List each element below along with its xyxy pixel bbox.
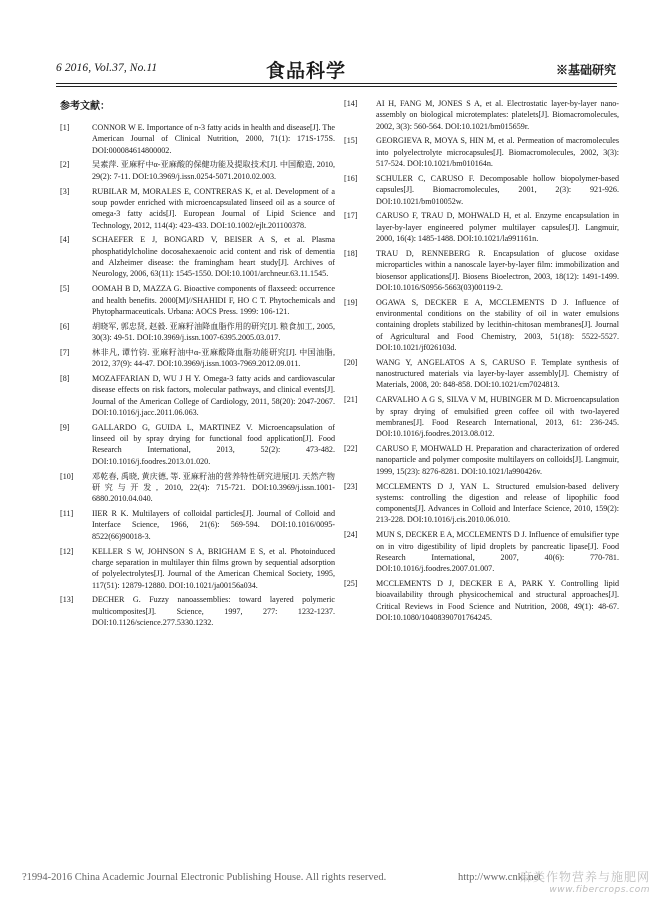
reference-text: OOMAH B D, MAZZA G. Bioactive components of flaxseed: occurrence and health benefits. 2000[M]//SHAHIDI F, HO C T. Phytochemicals and Phytopharmaceuticals. Urbana: AOCS Press. 1999: 106-121. — [92, 284, 335, 316]
reference-item — [60, 347, 335, 370]
reference-text: DECHER G. Fuzzy nanoassemblies: toward layered polymeric multicomposites[J]. Science, 1997, 277: 1232-1237. DOI:10.1126/science.277.5330.1232. — [92, 595, 335, 627]
reference-text: MCCLEMENTS D J, YAN L. Structured emulsion-based delivery systems: controlling the digestion and release of lipophilic food components[J]. Advances in Colloid and Interface Science, 2010, 159(2): 213-228. DOI:10.1016/j.cis.2010.06.010. — [376, 481, 619, 525]
reference-item — [344, 481, 619, 526]
reference-item — [60, 594, 335, 628]
reference-number: [14] — [344, 99, 358, 108]
reference-item — [344, 357, 619, 391]
reference-item — [60, 234, 335, 279]
reference-item — [60, 422, 335, 467]
copyright-text: ?1994-2016 China Academic Journal Electronic Publishing House. All rights reserved. — [22, 872, 387, 883]
reference-number: [5] — [60, 284, 70, 294]
reference-text: RUBILAR M, MORALES E, CONTRERAS K, et al. Development of a soup powder enriched with microencapsulated linseed oil as a source of omega-3 fatty acids[J]. European Journal of Lipid Science and Technology, 2012, 114(4): 423-433. DOI:10.1002/ejlt.201100378. — [92, 186, 335, 230]
reference-number: [25] — [344, 579, 358, 589]
reference-text: GALLARDO G, GUIDA L, MARTINEZ V. Microencapsulation of linseed oil by spray drying for functional food application[J]. Food Research International, 2013, 52(2): 473-482. DOI:10.1016/j.foodres.2013.01.020. — [92, 422, 335, 466]
reference-number: [2] — [60, 160, 70, 170]
reference-item — [60, 546, 335, 591]
reference-text: CARUSO F, TRAU D, MOHWALD H, et al. Enzyme encapsulation in layer-by-layer engineered polymer multilayer capsules[J]. Langmuir, 2000, 16(4): 1485-1488. DOI:10.1021/la991161n. — [376, 211, 619, 244]
reference-item — [60, 373, 335, 418]
header-rule — [56, 83, 617, 84]
reference-item — [60, 186, 335, 231]
cnki-link[interactable]: http://www.cnki.net — [458, 872, 542, 883]
reference-text: CARVALHO A G S, SILVA V M, HUBINGER M D. Microencapsulation by spray drying of emulsified green coffee oil with two-layered membranes[J]. Food Research International, 2013, 61: 236-245. DOI:10.1016/j.foodres.2013.08.012. — [376, 395, 619, 439]
reference-item — [60, 321, 335, 344]
reference-item — [344, 248, 619, 293]
reference-number: [6] — [60, 321, 70, 331]
reference-item — [344, 578, 619, 623]
reference-text: MUN S, DECKER E A, MCCLEMENTS D J. Influence of emulsifier type on in vitro digestibility of lipid droplets by pancreatic lipase[J]. Food Research International, 2007, 40(6): 770-781. DOI:10.1016/j.foodres.2007.01.007. — [376, 530, 619, 574]
reference-text: IIER R K. Multilayers of colloidal particles[J]. Journal of Colloid and Interface Science, 1966, 21(6): 569-594. DOI:10.1016/0095-8522(66)90018-3. — [92, 509, 335, 541]
reference-text: CARUSO F, MOHWALD H. Preparation and characterization of ordered nanoparticle and polymer composite multilayers on colloids[J]. Langmuir, 1999, 15(23): 8276-8281. DOI:10.1021/la990426v. — [376, 444, 619, 476]
reference-number: [23] — [344, 481, 358, 491]
reference-text: SCHULER C, CARUSO F. Decomposable hollow biopolymer-based capsules[J]. Biomacromolecules, 2001, 2(3): 921-926. DOI:10.1021/bm010052w. — [376, 173, 619, 206]
reference-number: [7] — [60, 347, 70, 357]
reference-number: [8] — [60, 374, 70, 384]
reference-item — [344, 443, 619, 477]
reference-item — [60, 122, 335, 156]
reference-text: 吴素萍. 亚麻籽中α-亚麻酸的保健功能及提取技术[J]. 中国酿造, 2010, 29(2): 7-11. DOI:10.3969/j.issn.0254-5071.2010.02.003. — [92, 160, 335, 181]
reference-item — [60, 159, 335, 182]
journal-logo-title: 食品科学 — [266, 60, 347, 82]
journal-citation: 6 2016, Vol.37, No.11 — [56, 62, 158, 74]
reference-number: [20] — [344, 357, 358, 367]
reference-item — [344, 297, 619, 353]
reference-number: [10] — [60, 471, 74, 481]
reference-text: 胡晓军, 郭忠贤, 赵毅. 亚麻籽油降血脂作用的研究[J]. 粮食加工, 2005, 30(3): 49-51. DOI:10.3969/j.issn.1007-6395.2005.03.017. — [92, 321, 335, 343]
reference-text: WANG Y, ANGELATOS A S, CARUSO F. Template synthesis of nanostructured materials via layer-by-layer assembly[J]. Chemistry of Materials, 2008, 20: 848-858. DOI:10.1021/cm7024813. — [376, 357, 619, 390]
page-footer — [22, 870, 652, 895]
reference-text: 林非凡, 谭竹钧. 亚麻籽油中α-亚麻酸降血脂功能研究[J]. 中国油脂, 2012, 37(9): 44-47. DOI:10.3969/j.issn.1003-7969.2012.09.011. — [92, 347, 335, 369]
reference-text: OGAWA S, DECKER E A, MCCLEMENTS D J. Influence of environmental conditions on the stability of oil in water emulsions containing droplets stabilized by lecithin-chitosan membranes[J]. Journal of Agricultural and Food Chemistry, 2003, 51(18): 5522-5527. DOI:10.1021/jf026103d. — [376, 297, 619, 352]
reference-number: [24] — [344, 530, 358, 540]
reference-item — [60, 283, 335, 317]
reference-number: [4] — [60, 235, 70, 245]
watermark-text: 麻类作物营养与施肥网 — [519, 870, 650, 884]
reference-text: GEORGIEVA R, MOYA S, HIN M, et al. Permeation of macromolecules into polyelectrolyte microcapsules[J]. Biomacromolecules, 2002, 3(3): 517-524. DOI:10.1021/bm010164n. — [376, 136, 619, 169]
watermark — [520, 868, 650, 895]
reference-item — [60, 471, 335, 505]
references-left-column — [60, 122, 335, 632]
reference-number: [18] — [344, 248, 358, 258]
reference-text: CONNOR W E. Importance of n-3 fatty acids in health and disease[J]. The American Journal of Clinical Nutrition, 2000, 71(1): 171S-175S. DOI:000084614800002. — [92, 123, 335, 155]
reference-item — [344, 173, 619, 207]
section-label: ※基础研究 — [555, 63, 616, 77]
reference-item — [344, 394, 619, 439]
reference-number: [15] — [344, 136, 358, 146]
reference-item — [344, 529, 619, 574]
reference-item — [344, 98, 619, 132]
references-heading: 参考文献： — [60, 101, 110, 112]
reference-text: AI H, FANG M, JONES S A, et al. Electrostatic layer-by-layer nano-assembly on biological microtemplates: platelets[J]. Biomacromolecules, 2002, 3(3): 560-564. DOI:10.1021/bm015659r. — [376, 99, 619, 131]
reference-number: [16] — [344, 173, 358, 183]
reference-item — [344, 135, 619, 169]
reference-number: [9] — [60, 422, 70, 432]
watermark-url: www.fibercrops.com — [549, 885, 650, 895]
reference-text: SCHAEFER E J, BONGARD V, BEISER A S, et al. Plasma phosphatidylcholine docosahexaenoic acid content and risk of dementia and Alzheimer disease: the framingham heart study[J]. Archives of Neurology, 2006, 63(11): 1545-1550. DOI:10.1001/archneur.63.11.1545. — [92, 235, 335, 279]
page-header — [56, 58, 616, 82]
reference-text: 邓乾春, 禹晓, 黄庆德, 等. 亚麻籽油的营养特性研究进展[J]. 天然产物研究与开发, 2010, 22(4): 715-721. DOI:10.3969/j.issn.1001-6880.2010.04.040. — [92, 471, 335, 504]
reference-number: [21] — [344, 395, 358, 405]
reference-number: [1] — [60, 123, 70, 132]
reference-item — [60, 508, 335, 542]
reference-number: [12] — [60, 546, 74, 556]
reference-text: KELLER S W, JOHNSON S A, BRIGHAM E S, et al. Photoinduced charge separation in multilayer thin films grown by sequential adsorption of polyelectrolytes[J]. Journal of the American Chemical Society, 1995, 117(51): 12879-12880. DOI:10.1021/ja00156a034. — [92, 546, 335, 590]
reference-number: [11] — [60, 509, 74, 519]
reference-text: MCCLEMENTS D J, DECKER E A, PARK Y. Controlling lipid bioavailability through physicochemical and structural approaches[J]. Critical Reviews in Food Science and Nutrition, 2008, 49(1): 48-67. DOI:10.1080/10408390701764245. — [376, 579, 619, 622]
header-rule-thin — [56, 86, 617, 87]
reference-number: [19] — [344, 297, 358, 307]
reference-item — [344, 210, 619, 244]
reference-number: [13] — [60, 595, 74, 605]
references-right-column — [344, 98, 619, 627]
reference-number: [22] — [344, 444, 358, 454]
reference-number: [3] — [60, 186, 70, 196]
reference-text: MOZAFFARIAN D, WU J H Y. Omega-3 fatty acids and cardiovascular disease effects on risk factors, molecular pathways, and clinical events[J]. Journal of the American College of Cardiology, 2011, 58(20): 2047-2067. DOI:10.1016/j.jacc.2011.06.063. — [92, 374, 335, 417]
reference-text: TRAU D, RENNEBERG R. Encapsulation of glucose oxidase microparticles within a nanoscale layer-by-layer film: immobilization and biosensor applications[J]. Biosens Bioelectron, 2003, 18(12): 1491-1499. DOI:10.1016/S0956-5663(03)00119-2. — [376, 248, 619, 292]
reference-number: [17] — [344, 211, 358, 221]
